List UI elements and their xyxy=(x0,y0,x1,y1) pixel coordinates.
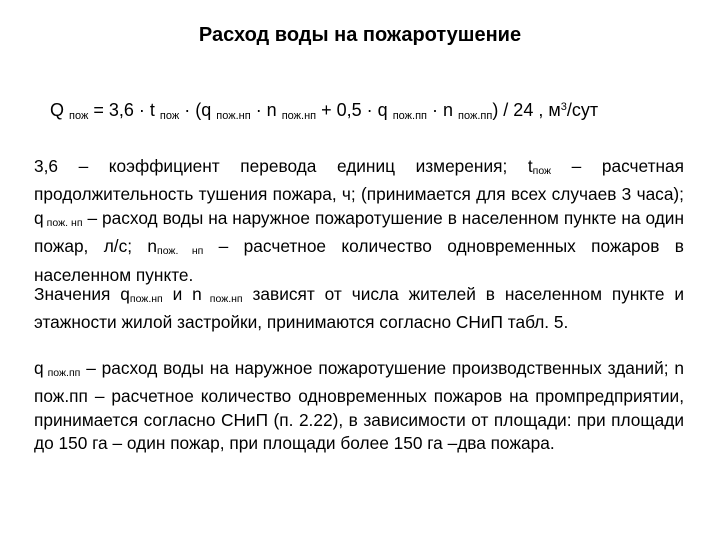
formula-part-2: = 3,6 · t xyxy=(93,100,155,120)
formula-unit: /сут xyxy=(566,100,599,120)
formula-part-4: · n xyxy=(255,100,277,120)
formula-sub-2: пож xyxy=(159,110,180,122)
p1-sub-b: пож. нп xyxy=(43,216,83,229)
p1-text-c: – расход воды на наружное пожаротушение в населенном пункте на один пожар, л/с; n xyxy=(34,207,684,257)
p2-sub-b: пож.нп xyxy=(201,293,243,305)
p2-text-a: Значения q xyxy=(34,284,130,304)
formula-sub-1: пож xyxy=(69,110,89,122)
p1-sub-c: пож. нп xyxy=(157,245,204,258)
paragraph-values xyxy=(34,283,684,335)
formula-part-6: · n xyxy=(432,100,454,120)
p1-text-d: – расчетное количество одновременных пожаров в населенном пункте. xyxy=(34,236,684,285)
formula-sub-3: пож.нп xyxy=(216,110,251,122)
paragraph-definitions xyxy=(34,155,684,287)
formula-q: Q xyxy=(50,100,65,120)
formula-part-3: · (q xyxy=(184,100,212,120)
p1-text-a: 3,6 – коэффициент перевода единиц измерения; t xyxy=(34,156,533,176)
p3-sub-a: пож.пп xyxy=(43,367,81,379)
p3-text-b: – расход воды на наружное пожаротушение производственных зданий; n пож.пп – расчетное количество одновременных пожаров на промпредприятии, принимается согласно СНиП (п. 2.22), в зависимости от площади: при площади до 150 га – один пожар, при площади более 150 га –два пожара. xyxy=(34,358,684,454)
p1-text-b: – расчетная продолжительность тушения пожара, ч; (принимается для всех случаев 3 часа); q xyxy=(34,156,684,228)
formula-part-5: + 0,5 · q xyxy=(321,100,388,120)
water-consumption-formula xyxy=(50,100,690,122)
formula-sub-4: пож.нп xyxy=(281,110,317,122)
p2-sub-a: пож.нп xyxy=(129,293,163,305)
formula-part-7: ) / 24 , м xyxy=(492,100,561,120)
p2-text-c: зависят от числа жителей в населенном пункте и этажности жилой застройки, принимаются согласно СНиП табл. 5. xyxy=(34,284,685,333)
p1-sub-a: пож xyxy=(532,165,552,177)
formula-superscript: 3 xyxy=(560,101,567,113)
page-title: Расход воды на пожаротушение xyxy=(198,24,522,46)
formula-sub-5: пож.пп xyxy=(392,110,427,122)
formula-sub-6: пож.пп xyxy=(458,110,493,122)
paragraph-industrial xyxy=(34,357,684,456)
p2-text-b: и n xyxy=(162,284,202,304)
p3-text-a: q xyxy=(34,358,44,378)
